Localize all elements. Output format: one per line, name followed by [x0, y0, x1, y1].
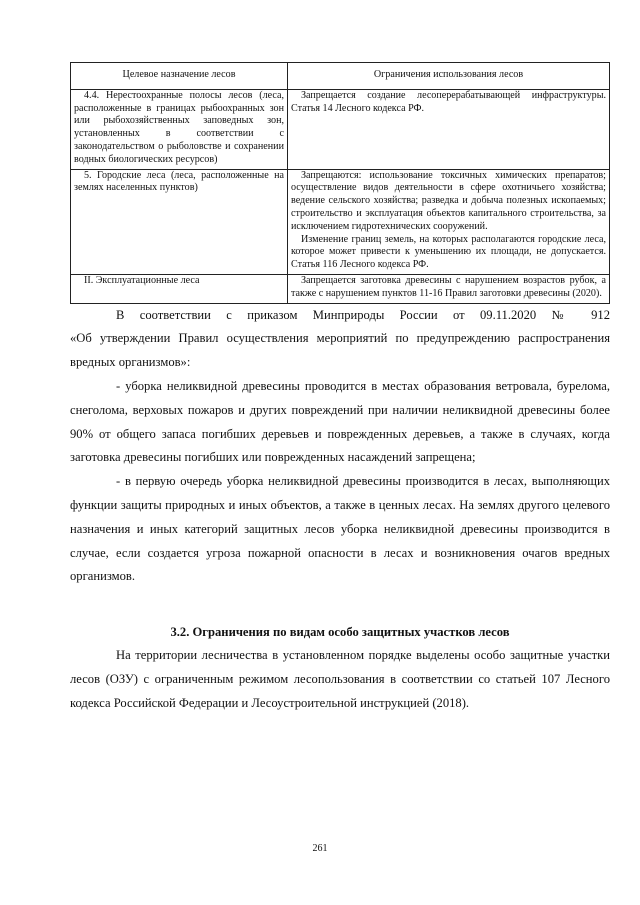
section-body [70, 644, 610, 715]
table-cell-limits [288, 89, 610, 169]
section-heading: 3.2. Ограничения по видам особо защитных участков лесов [170, 625, 510, 640]
restrictions-table [70, 62, 610, 304]
paragraph-order-title: «Об утверждении Правил осуществления мероприятий по предупреждению распространения вредных организмов»: [70, 331, 610, 370]
paragraph-order-reference: В соответствии с приказом Минприроды России от 09.11.2020 № 912 [116, 307, 610, 322]
table-cell-limits [288, 169, 610, 274]
body-text [70, 304, 610, 590]
limits-text: Изменение границ земель, на которых располагаются городские леса, которое может привести к уменьшению их площади, не допускается. Статья 116 Лесного кодекса РФ. [291, 233, 606, 271]
header-forest-purpose: Целевое назначение лесов [71, 63, 288, 90]
paragraph-bullet-2: - в первую очередь уборка неликвидной древесины производится в лесах, выполняющих функции защиты природных и иных объектов, а также в ценных лесах. На землях другого целевого назначения и иных категорий защитных лесов уборка неликвидной древесины производится в случае, если создается угроза пожарной опасности в лесах и возникновения очагов вредных организмов. [70, 474, 610, 584]
table-cell-limits [288, 274, 610, 303]
limits-text: Запрещаются: использование токсичных химических препаратов; осуществление видов деятельности в сфере охотничьего хозяйства; ведение сельского хозяйства; разведка и добыча полезных ископаемых; строительство и эксплуатация объектов капитального строительства, за исключением гидротехнических сооружений. [291, 169, 606, 232]
paragraph-bullet-1: - уборка неликвидной древесины проводится в местах образования ветровала, бурелома, снеголома, верховых пожаров и других повреждений при наличии неликвидной древесины более 90% от общего запаса погибших деревьев и поврежденных деревьев, а также в случаях, когда заготовка древесины погибших или поврежденных насаждений запрещена; [70, 378, 610, 465]
table-header-row [71, 63, 610, 90]
table-row [71, 89, 610, 169]
table-cell-purpose [71, 274, 288, 303]
table-cell-purpose [71, 89, 288, 169]
table-cell-purpose [71, 169, 288, 274]
page-number: 261 [312, 843, 328, 854]
limits-text: Запрещается создание лесоперерабатывающей инфраструктуры. Статья 14 Лесного кодекса РФ. [291, 89, 606, 114]
limits-text: Запрещается заготовка древесины с нарушением возрастов рубок, а также с нарушением пунктов 11-16 Правил заготовки древесины (2020). [291, 274, 606, 299]
table-row [71, 169, 610, 274]
header-usage-restrictions: Ограничения использования лесов [288, 63, 610, 90]
section-paragraph: На территории лесничества в установленном порядке выделены особо защитные участки лесов (ОЗУ) с ограниченным режимом лесопользования в соответствии со статьей 107 Лесного кодекса Российской Федерации и Лесоустроительной инструкцией (2018). [70, 648, 610, 710]
purpose-text: II. Эксплуатационные леса [84, 274, 200, 286]
purpose-text: 4.4. Нерестоохранные полосы лесов (леса, расположенные в границах рыбоохранных зон или рыбохозяйственных заповедных зон, установленных в соответствии с законодательством о рыболовстве и сохранении водных биологических ресурсов) [74, 89, 284, 165]
document-page [70, 62, 610, 716]
table-row [71, 274, 610, 303]
purpose-text: 5. Городские леса (леса, расположенные на землях населенных пунктов) [74, 169, 284, 194]
